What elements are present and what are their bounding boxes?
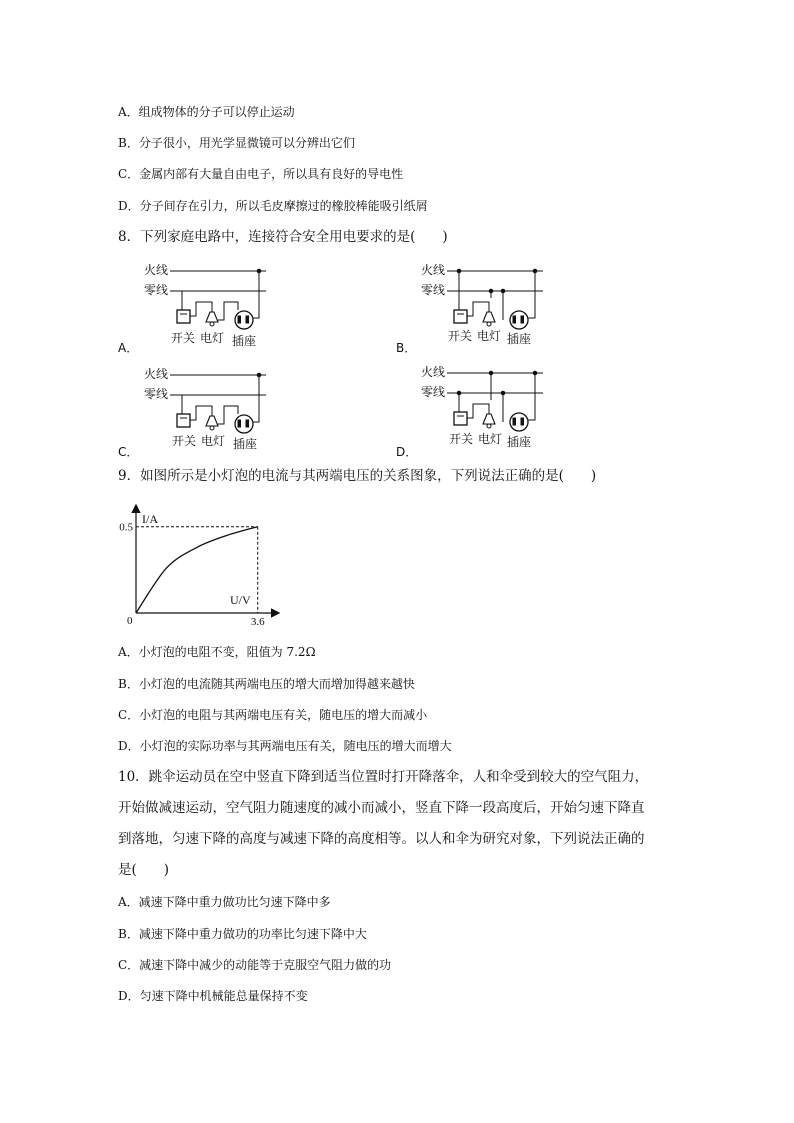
circuit-b-neutral-label: 零线	[421, 283, 446, 297]
circuit-b-lamp-label: 电灯	[477, 329, 502, 343]
y-axis-label: I/A	[142, 512, 158, 526]
q10-stem-line-1: 10．跳伞运动员在空中竖直下降到适当位置时打开降落伞，人和伞受到较大的空气阻力，	[118, 769, 649, 785]
q9-stem: 9．如图所示是小灯泡的电流与其两端电压的关系图象，下列说法正确的是( )	[118, 468, 597, 484]
circuit-d	[421, 364, 543, 449]
q9-option-a: A．小灯泡的电阻不变，阻值为 7.2Ω	[118, 645, 316, 659]
circuit-a-switch-label: 开关	[171, 331, 196, 345]
circuit-a-live-label: 火线	[144, 263, 169, 277]
circuit-a-lamp-label: 电灯	[200, 331, 225, 345]
q7-option-a: A．组成物体的分子可以停止运动	[118, 105, 295, 119]
circuit-c-letter: C．	[118, 445, 139, 459]
circuit-d-lamp-label: 电灯	[478, 432, 503, 446]
q9-option-d: D．小灯泡的实际功率与其两端电压有关，随电压的增大而增大	[118, 739, 452, 753]
circuit-b-socket-label: 插座	[507, 332, 532, 346]
q10-option-b: B．减速下降中重力做功的功率比匀速下降中大	[118, 927, 367, 941]
circuit-c-live-label: 火线	[144, 367, 169, 381]
circuit-c-socket-label: 插座	[233, 437, 258, 451]
q10-stem-line-4: 是( )	[118, 862, 170, 878]
q7-option-d: D．分子间存在引力，所以毛皮摩擦过的橡胶棒能吸引纸屑	[118, 199, 428, 213]
q9-option-c: C．小灯泡的电阻与其两端电压有关，随电压的增大而减小	[118, 708, 428, 722]
iv-graph	[118, 502, 288, 637]
circuit-a-neutral-label: 零线	[144, 283, 169, 297]
circuit-d-switch-label: 开关	[449, 432, 474, 446]
y-tick-label: 0.5	[119, 521, 133, 534]
circuit-a-socket-label: 插座	[232, 334, 257, 348]
circuit-d-live-label: 火线	[421, 365, 446, 379]
circuit-d-neutral-label: 零线	[421, 385, 446, 399]
x-axis-label: U/V	[230, 593, 251, 607]
circuit-c-lamp-label: 电灯	[201, 434, 226, 448]
q9-option-b: B．小灯泡的电流随其两端电压的增大而增加得越来越快	[118, 677, 415, 691]
circuit-b-live-label: 火线	[421, 263, 446, 277]
q10-option-d: D．匀速下降中机械能总量保持不变	[118, 989, 308, 1003]
circuit-diagrams	[0, 0, 794, 470]
origin-label: 0	[127, 615, 133, 627]
q10-stem-line-3: 到落地，匀速下降的高度与减速下降的高度相等。以人和伞为研究对象，下列说法正确的	[118, 831, 645, 847]
q10-stem-line-2: 开始做减速运动，空气阻力随速度的减小而减小，竖直下降一段高度后，开始匀速下降直	[118, 800, 645, 816]
circuit-b	[421, 262, 543, 346]
circuit-c-neutral-label: 零线	[144, 387, 169, 401]
circuit-b-letter: B．	[396, 341, 417, 355]
circuit-d-letter: D．	[396, 445, 418, 459]
circuit-a-letter: A．	[118, 341, 139, 355]
q7-option-c: C．金属内部有大量自由电子，所以具有良好的导电性	[118, 167, 404, 181]
circuit-c	[144, 366, 266, 451]
x-tick-label: 3.6	[250, 616, 265, 628]
q7-option-b: B．分子很小，用光学显微镜可以分辨出它们	[118, 136, 355, 150]
q10-option-a: A．减速下降中重力做功比匀速下降中多	[118, 895, 331, 909]
circuit-b-switch-label: 开关	[448, 329, 473, 343]
circuit-c-switch-label: 开关	[172, 434, 197, 448]
circuit-d-socket-label: 插座	[507, 435, 532, 449]
q8-stem: 8．下列家庭电路中，连接符合安全用电要求的是( )	[118, 229, 448, 245]
circuit-a	[144, 262, 266, 348]
q10-option-c: C．减速下降中减少的动能等于克服空气阻力做的功	[118, 958, 392, 972]
